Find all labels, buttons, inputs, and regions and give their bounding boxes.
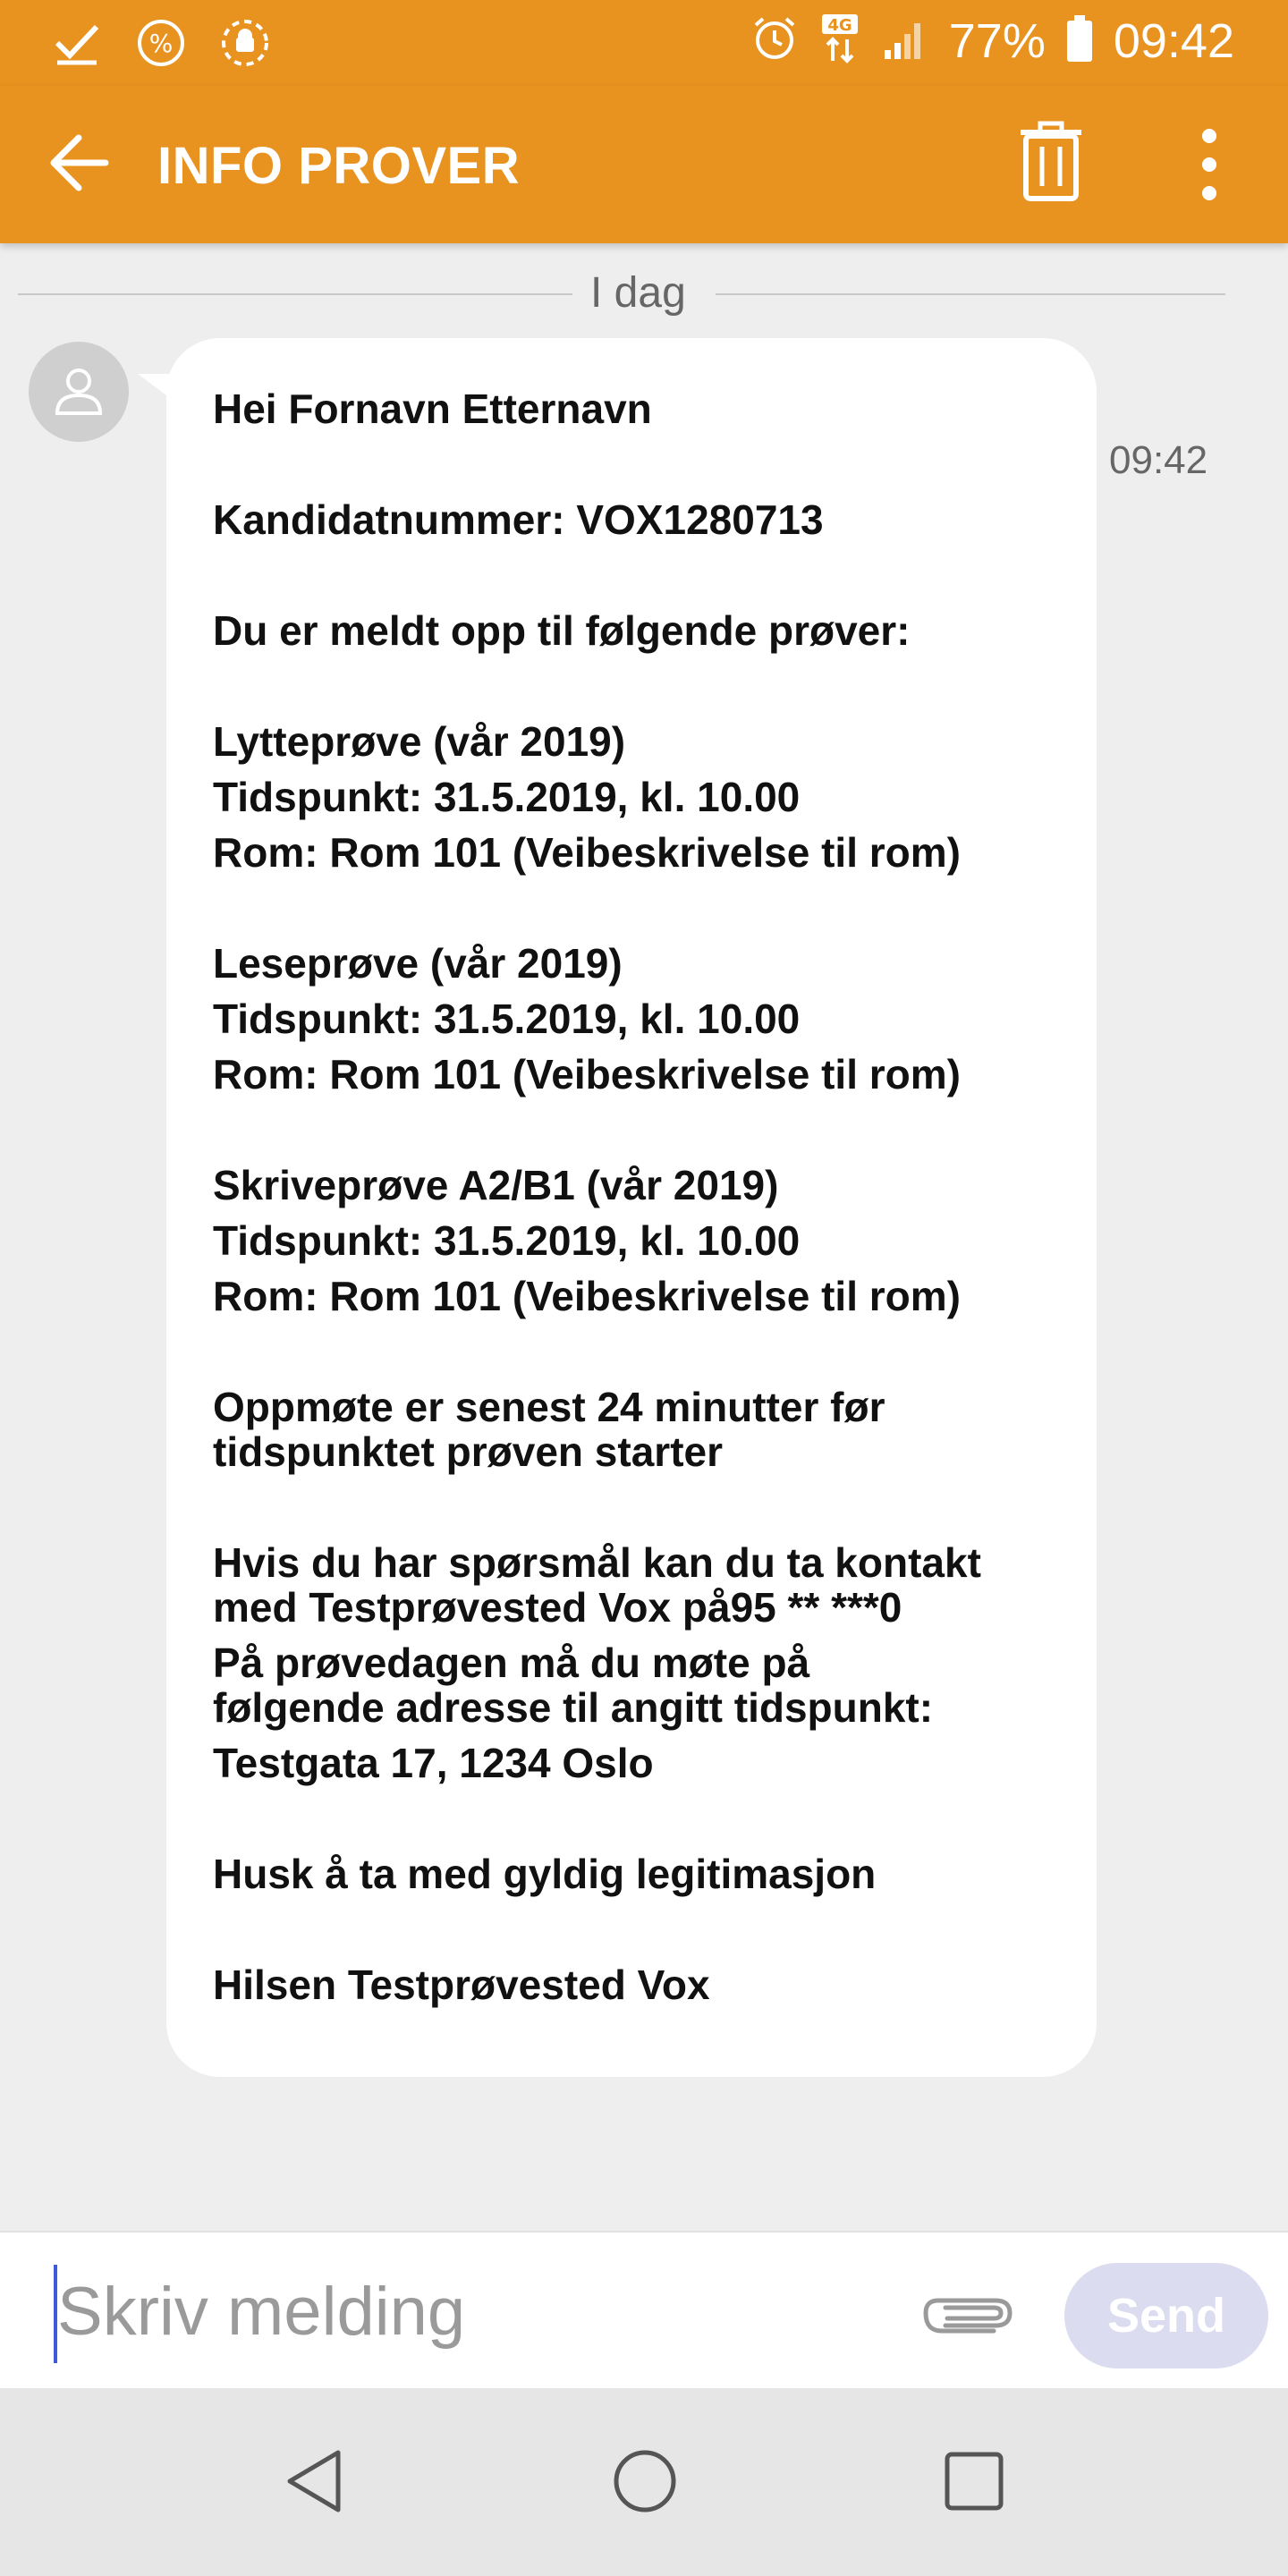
app-bar — [0, 86, 1288, 243]
circle-home-icon — [611, 2447, 679, 2520]
alarm-icon — [750, 14, 799, 67]
battery-icon — [1065, 13, 1094, 68]
send-button[interactable]: Send — [1064, 2263, 1268, 2368]
delete-button[interactable] — [1011, 118, 1091, 208]
message-line: Hvis du har spørsmål kan du ta kontakt — [213, 1539, 981, 1586]
status-right-icons — [750, 13, 1234, 69]
status-bar — [0, 0, 1288, 86]
svg-text:%: % — [148, 29, 174, 58]
svg-text:4G: 4G — [827, 16, 852, 35]
message-line: Tidspunkt: 31.5.2019, kl. 10.00 — [213, 774, 801, 820]
message-line: På prøvedagen må du møte på — [213, 1640, 810, 1686]
back-arrow-icon — [47, 131, 111, 199]
person-icon — [52, 363, 106, 421]
square-recents-icon — [942, 2449, 1006, 2518]
message-line: Rom: Rom 101 (Veibeskrivelse til rom) — [213, 1273, 961, 1319]
nav-recents-button[interactable] — [925, 2438, 1023, 2528]
message-timestamp: 09:42 — [1109, 438, 1208, 482]
message-line: følgende adresse til angitt tidspunkt: — [213, 1684, 934, 1731]
triangle-back-icon — [283, 2447, 345, 2520]
message-line: med Testprøvested Vox på95 ** ***0 — [213, 1584, 902, 1631]
date-divider — [18, 261, 1225, 326]
message-bubble[interactable] — [166, 338, 1097, 2077]
date-label: I dag — [590, 269, 686, 317]
android-icon — [220, 18, 270, 72]
network-4g-icon — [818, 13, 861, 69]
message-line: Rom: Rom 101 (Veibeskrivelse til rom) — [213, 1051, 961, 1097]
divider-line-left — [18, 293, 572, 295]
signal-icon — [881, 14, 929, 67]
back-button[interactable] — [43, 129, 114, 200]
system-nav-bar — [0, 2388, 1288, 2576]
avatar[interactable] — [29, 342, 129, 442]
status-left-icons — [52, 18, 270, 72]
message-line: Tidspunkt: 31.5.2019, kl. 10.00 — [213, 996, 801, 1042]
more-options-button[interactable] — [1174, 122, 1245, 211]
percent-icon — [136, 18, 186, 72]
message-line: Tidspunkt: 31.5.2019, kl. 10.00 — [213, 1217, 801, 1264]
divider-line-right — [716, 293, 1225, 295]
message-line: Hilsen Testprøvested Vox — [213, 1962, 710, 2008]
nav-home-button[interactable] — [596, 2438, 694, 2528]
message-line: Hei Fornavn Etternavn — [213, 386, 652, 432]
attach-button[interactable] — [914, 2270, 1021, 2360]
message-line: Husk å ta med gyldig legitimasjon — [213, 1851, 877, 1897]
page-title: INFO PROVER — [157, 137, 521, 195]
check-icon — [52, 18, 102, 72]
message-line: Lytteprøve (vår 2019) — [213, 718, 626, 765]
message-line: Leseprøve (vår 2019) — [213, 940, 623, 987]
message-line: Kandidatnummer: VOX1280713 — [213, 496, 824, 543]
clock: 09:42 — [1113, 13, 1234, 68]
message-line: tidspunktet prøven starter — [213, 1428, 723, 1475]
trash-icon — [1017, 120, 1085, 207]
message-line: Oppmøte er senest 24 minutter før — [213, 1384, 886, 1430]
message-line: Skriveprøve A2/B1 (vår 2019) — [213, 1162, 779, 1208]
message-composer — [0, 2231, 1288, 2388]
message-line: Rom: Rom 101 (Veibeskrivelse til rom) — [213, 829, 961, 876]
battery-percent: 77% — [948, 13, 1046, 68]
nav-back-button[interactable] — [265, 2438, 363, 2528]
paperclip-icon — [919, 2286, 1017, 2344]
message-line: Testgata 17, 1234 Oslo — [213, 1740, 654, 1786]
message-input[interactable]: Skriv melding — [57, 2274, 466, 2350]
message-line: Du er meldt opp til følgende prøver: — [213, 607, 911, 654]
more-vert-icon — [1200, 127, 1218, 207]
